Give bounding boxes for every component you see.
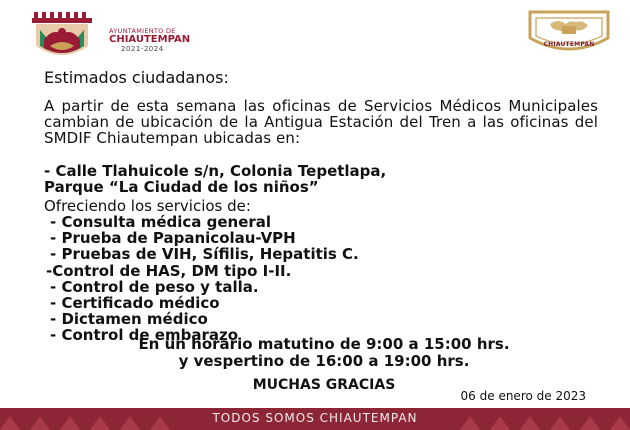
header — [0, 0, 630, 62]
list-item: - Prueba de Papanicolau-VPH — [50, 229, 296, 248]
greeting: Estimados ciudadanos: — [44, 68, 229, 87]
list-item: -Control de HAS, DM tipo I-II. — [46, 261, 292, 280]
logo-line-1: AYUNTAMIENTO DE — [109, 27, 176, 35]
services-list — [46, 213, 359, 345]
seal-caption: CHIAUTEMPAN — [543, 41, 595, 48]
list-item: - Dictamen médico — [50, 310, 208, 329]
logo-line-3: 2021-2024 — [121, 45, 164, 53]
list-item: - Control de embarazo — [50, 326, 239, 345]
logo-line-2: CHIAUTEMPAN — [109, 34, 191, 45]
thanks-text: MUCHAS GRACIAS — [252, 377, 396, 393]
intro-paragraph: A partir de esta semana las oficinas de Servicios Médicos Municipales cambian de ubicación de la Antigua Estación del Tren a las oficinas del SMDIF Chiautempan ubicadas en: — [44, 97, 598, 147]
notice-date: 06 de enero de 2023 — [460, 389, 586, 403]
hours-line-2: y vespertino de 16:00 a 19:00 hrs. — [178, 352, 470, 370]
office-hours — [44, 336, 604, 370]
hours-line-1: En un horario matutino de 9:00 a 15:00 hrs. — [138, 335, 510, 353]
list-item: - Certificado médico — [50, 294, 220, 313]
services-intro: Ofreciendo los servicios de: — [44, 197, 251, 215]
address — [44, 163, 604, 195]
address-line-1: - Calle Tlahuicole s/n, Colonia Tepetlapa, — [44, 162, 387, 180]
footer-slogan: TODOS SOMOS CHIAUTEMPAN — [212, 411, 418, 425]
seal-icon — [526, 8, 612, 56]
list-item: - Pruebas de VIH, Sífilis, Hepatitis C. — [50, 245, 359, 264]
list-item: - Consulta médica general — [50, 213, 272, 231]
address-line-2: Parque “La Ciudad de los niños” — [44, 178, 319, 196]
list-item: - Control de peso y talla. — [50, 277, 259, 296]
footer — [0, 408, 630, 430]
